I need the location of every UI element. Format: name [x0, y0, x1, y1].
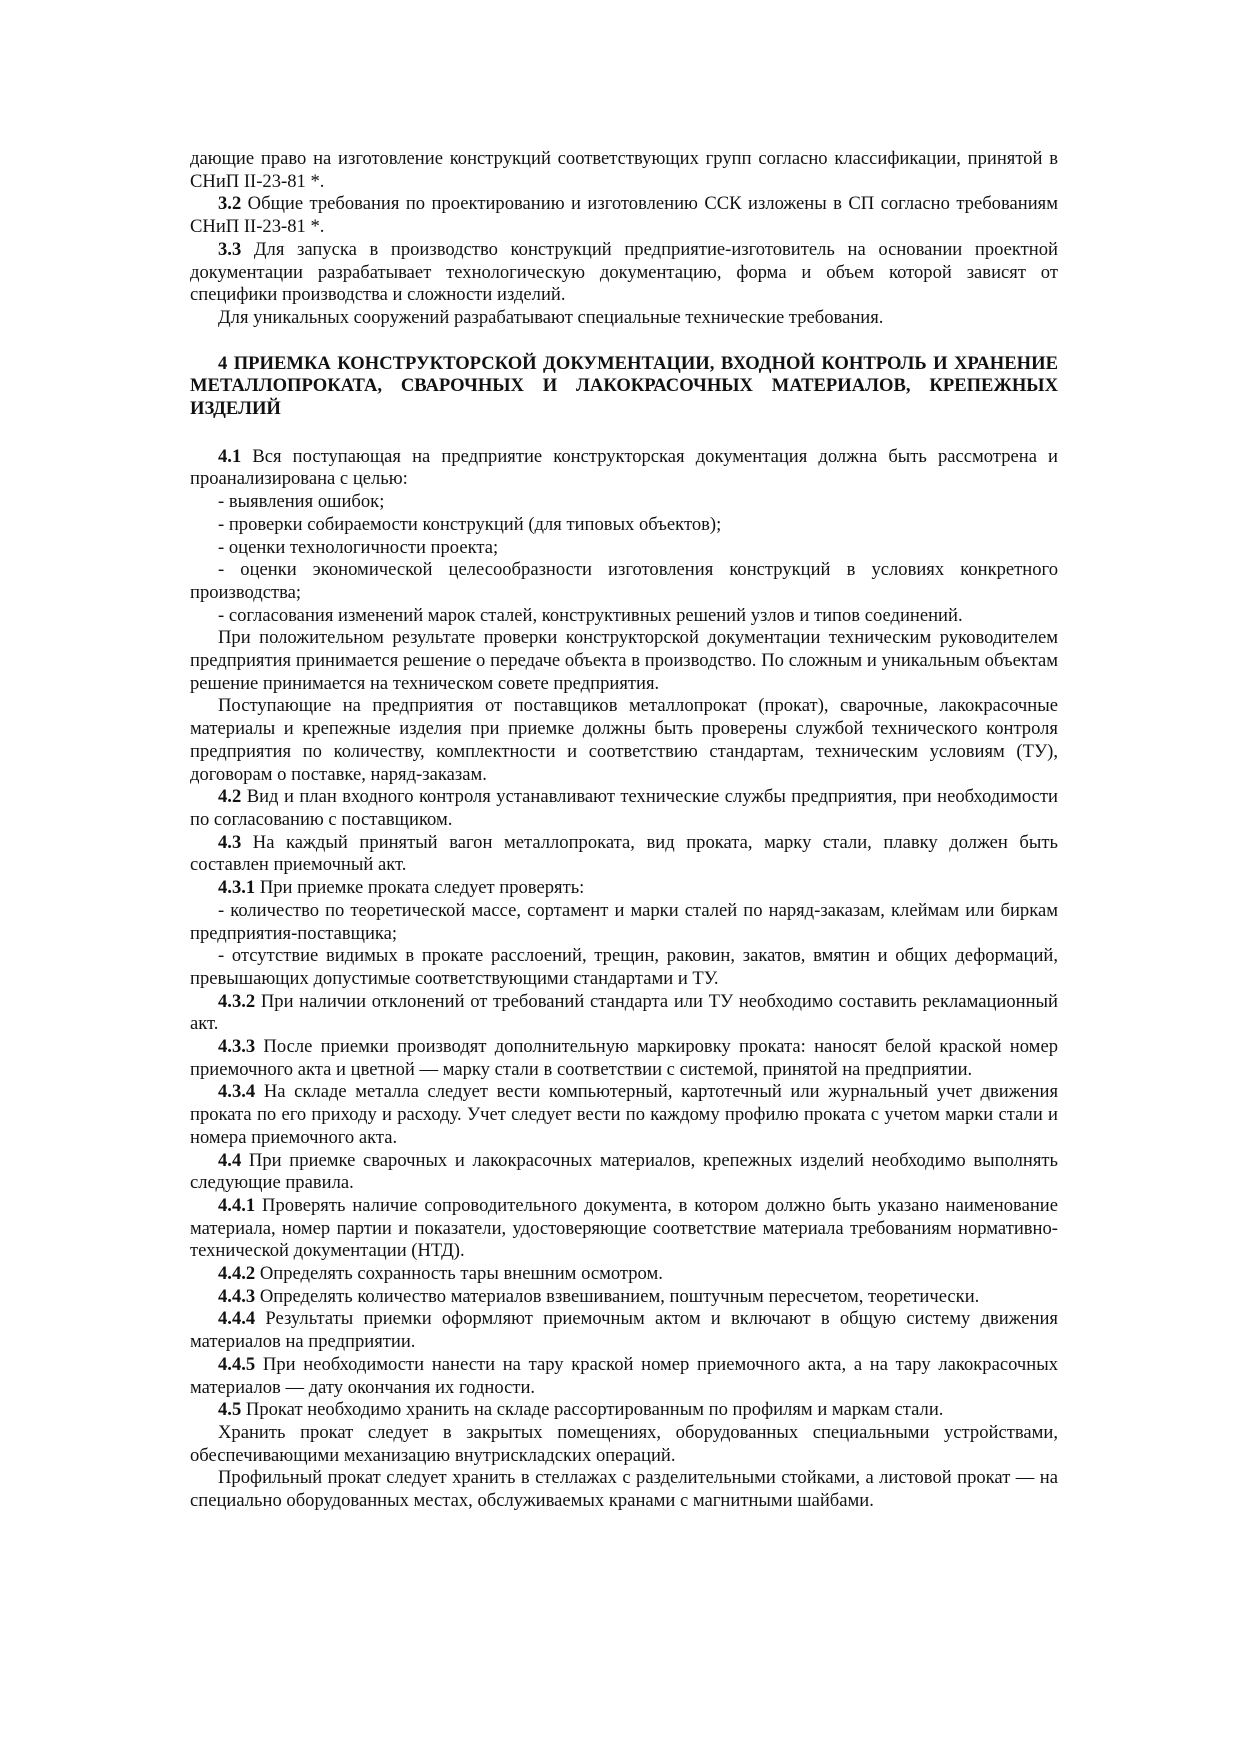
paragraph-text: Хранить прокат следует в закрытых помещениях, оборудованных специальными устройствами, обеспечивающими механизацию внутрискладских операций. [190, 1421, 1058, 1466]
paragraph-text: - согласования изменений марок сталей, конструктивных решений узлов и типов соединений. [218, 604, 963, 626]
clause-number: 4.1 [218, 445, 242, 467]
spacer [190, 330, 1058, 340]
paragraph-continuation [190, 148, 1058, 193]
paragraph-text: При необходимости нанести на тару краской номер приемочного акта, а на тару лакокрасочных материалов — дату окончания их годности. [190, 1353, 1058, 1398]
paragraph-text: На каждый принятый вагон металлопроката, вид проката, марку стали, плавку должен быть составлен приемочный акт. [190, 831, 1058, 876]
clause-3-3 [190, 239, 1058, 307]
clause-number: 4.4.5 [218, 1353, 256, 1375]
paragraph [190, 1286, 1058, 1309]
paragraph-text: дающие право на изготовление конструкций соответствующих групп согласно классификации, принятой в СНиП II-23-81 *. [190, 148, 1058, 192]
paragraph-text: После приемки производят дополнительную маркировку проката: наносят белой краской номер приемочного акта и цветной — марку стали в соответствии с системой, принятой на предприятии. [190, 1036, 1058, 1080]
paragraph [190, 945, 1058, 990]
section-heading-4: 4 ПРИЕМКА КОНСТРУКТОРСКОЙ ДОКУМЕНТАЦИИ, ВХОДНОЙ КОНТРОЛЬ И ХРАНЕНИЕ МЕТАЛЛОПРОКАТА, СВАРОЧНЫХ И ЛАКОКРАСОЧНЫХ МАТЕРИАЛОВ, КРЕПЕЖНЫХ ИЗДЕЛИЙ [190, 352, 1058, 420]
paragraph [190, 991, 1058, 1036]
paragraph-text: Прокат необходимо хранить на складе рассортированным по профилям и маркам стали. [241, 1399, 944, 1421]
paragraph [190, 786, 1058, 831]
paragraph-text: Поступающие на предприятия от поставщиков металлопрокат (прокат), сварочные, лакокрасочные материалы и крепежные изделия при приемке должны быть проверены службой технического контроля предприятия по количеству, комплектности и соответствию стандартам, техническим условиям (ТУ), договорам о поставке, наряд-заказам. [190, 695, 1058, 785]
spacer [190, 421, 1058, 446]
paragraph-text: - проверки собираемости конструкций (для типовых объектов); [218, 513, 722, 535]
clause-number: 4.3.4 [218, 1081, 256, 1103]
clause-number: 4.3 [218, 831, 242, 853]
paragraph [190, 491, 1058, 514]
paragraph [190, 1354, 1058, 1399]
paragraph [190, 514, 1058, 537]
paragraph-text: При положительном результате проверки конструкторской документации техническим руководителем предприятия принимается решение о передаче объекта в производство. По сложным и уникальным объектам решение принимается на техническом совете предприятия. [190, 627, 1058, 694]
paragraph [190, 900, 1058, 945]
clause-number: 4.4 [218, 1149, 242, 1171]
paragraph [190, 1422, 1058, 1467]
clause-3-2 [190, 193, 1058, 238]
paragraph-text: Профильный прокат следует хранить в стеллажах с разделительными стойками, а листовой прокат — на специально оборудованных местах, обслуживаемых кранами с магнитными шайбами. [190, 1467, 1058, 1512]
clause-number: 3.3 [218, 238, 242, 260]
paragraph-text: Общие требования по проектированию и изготовлению ССК изложены в СП согласно требованиям СНиП II-23-81 *. [190, 193, 1058, 238]
clause-number: 4.5 [218, 1399, 242, 1421]
paragraph [190, 1308, 1058, 1353]
paragraph [190, 877, 1058, 900]
paragraph [190, 559, 1058, 604]
paragraph-text: Вся поступающая на предприятие конструкторская документация должна быть рассмотрена и проанализирована с целью: [190, 445, 1058, 490]
paragraph-text: Вид и план входного контроля устанавливают технические службы предприятия, при необходимости по согласованию с поставщиком. [190, 786, 1058, 830]
paragraph-text: - оценки экономической целесообразности изготовления конструкций в условиях конкретного производства; [190, 559, 1058, 603]
paragraph [190, 1150, 1058, 1195]
paragraph-text: При приемке сварочных и лакокрасочных материалов, крепежных изделий необходимо выполнять следующие правила. [190, 1149, 1058, 1194]
paragraph [190, 605, 1058, 628]
paragraph-text: - выявления ошибок; [218, 491, 385, 513]
paragraph [190, 1195, 1058, 1263]
paragraph-text: Для уникальных сооружений разрабатывают специальные технические требования. [218, 306, 884, 328]
paragraph-unique-structures [190, 307, 1058, 330]
paragraph [190, 695, 1058, 786]
paragraph [190, 1399, 1058, 1422]
clause-number: 4.4.2 [218, 1263, 256, 1285]
paragraph [190, 1081, 1058, 1149]
paragraph-text: Для запуска в производство конструкций предприятие-изготовитель на основании проектной документации разрабатывает технологическую документацию, форма и объем которой зависят от специфики производства и сложности изделий. [190, 238, 1058, 306]
clause-number: 4.4.4 [218, 1308, 256, 1330]
paragraph-text: Определять количество материалов взвешиванием, поштучным пересчетом, теоретически. [255, 1285, 980, 1307]
document-page [190, 148, 1058, 1513]
clause-number: 4.3.3 [218, 1036, 256, 1058]
paragraph [190, 1263, 1058, 1286]
paragraph-text: - количество по теоретической массе, сортамент и марки сталей по наряд-заказам, клеймам или биркам предприятия-поставщика; [190, 899, 1058, 944]
section-4-body [190, 446, 1058, 1513]
clause-number: 4.4.1 [218, 1194, 256, 1216]
paragraph [190, 1036, 1058, 1081]
clause-number: 4.3.2 [218, 990, 256, 1012]
paragraph [190, 1467, 1058, 1512]
clause-number: 4.4.3 [218, 1285, 256, 1307]
paragraph-text: Проверять наличие сопроводительного документа, в котором должно быть указано наименование материала, номер партии и показатели, удостоверяющие соответствие материала требованиям нормативно-технической документации (НТД). [190, 1194, 1058, 1262]
paragraph-text: - оценки технологичности проекта; [218, 536, 499, 558]
paragraph [190, 537, 1058, 560]
paragraph-text: Определять сохранность тары внешним осмотром. [255, 1263, 663, 1285]
paragraph [190, 627, 1058, 695]
clause-number: 4.3.1 [218, 877, 256, 899]
paragraph [190, 446, 1058, 491]
clause-number: 3.2 [218, 193, 242, 215]
paragraph [190, 832, 1058, 877]
paragraph-text: При приемке проката следует проверять: [255, 877, 585, 899]
paragraph-text: При наличии отклонений от требований стандарта или ТУ необходимо составить рекламационный акт. [190, 990, 1058, 1035]
paragraph-text: На складе металла следует вести компьютерный, картотечный или журнальный учет движения проката по его приходу и расходу. Учет следует вести по каждому профилю проката с учетом марки стали и номера приемочного акта. [190, 1081, 1058, 1148]
paragraph-text: Результаты приемки оформляют приемочным актом и включают в общую систему движения материалов на предприятии. [190, 1308, 1058, 1353]
clause-number: 4.2 [218, 786, 242, 808]
paragraph-text: - отсутствие видимых в прокате расслоений, трещин, раковин, закатов, вмятин и общих деформаций, превышающих допустимые соответствующими стандартами и ТУ. [190, 945, 1058, 989]
